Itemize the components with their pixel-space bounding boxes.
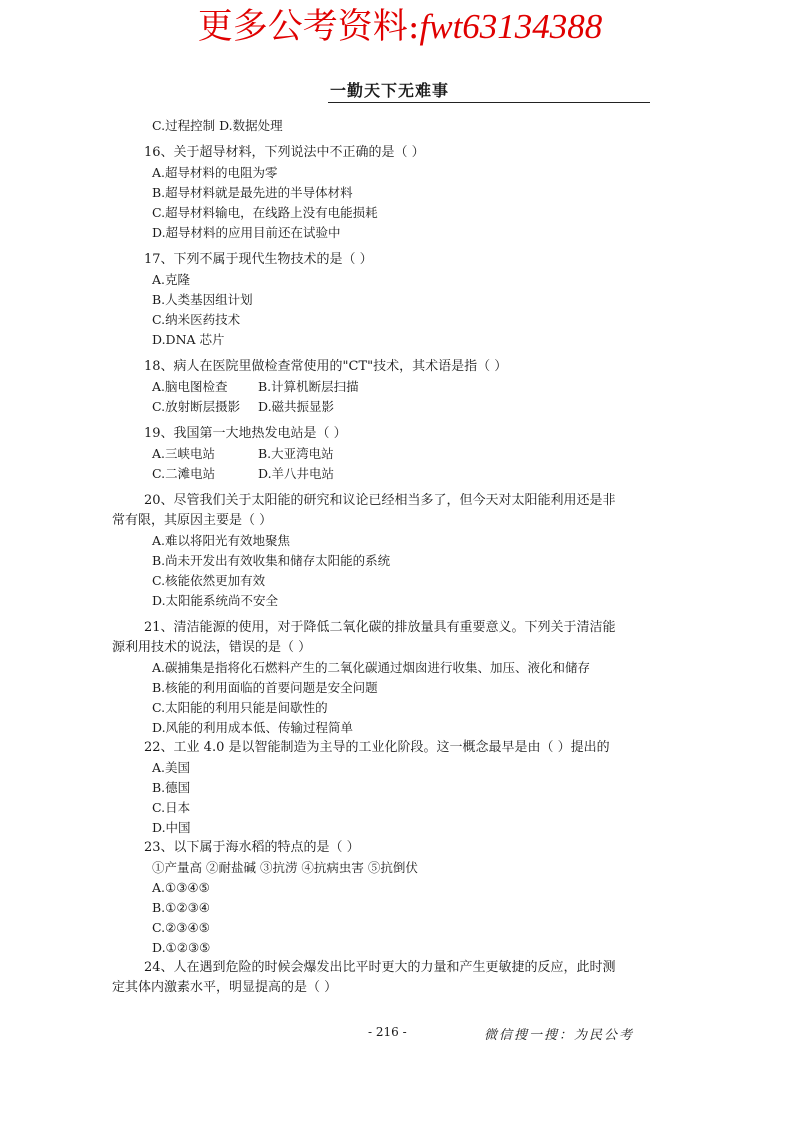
question-continuation: 常有限，其原因主要是（ ） <box>112 513 273 528</box>
option-text: B.尚未开发出有效收集和储存太阳能的系统 <box>152 553 391 568</box>
spacer <box>112 484 672 491</box>
option-text: A.美国 <box>152 760 191 775</box>
spacer <box>112 611 672 618</box>
option-text: D.磁共振显影 <box>258 399 335 414</box>
footer-slogan: 微信搜一搜：为民公考 <box>484 1028 635 1043</box>
question-text: 20、尽管我们关于太阳能的研究和议论已经相当多了，但今天对太阳能利用还是非 <box>144 493 616 508</box>
option-text: C.日本 <box>152 800 191 815</box>
option-text: D.风能的利用成本低、传输过程简单 <box>152 720 354 735</box>
option-row <box>152 444 672 464</box>
question-text: 24、人在遇到危险的时候会爆发出比平时更大的力量和产生更敏捷的反应，此时测 <box>144 960 616 975</box>
option-text: C.②③④⑤ <box>152 920 210 935</box>
question-continuation: 定其体内激素水平，明显提高的是（ ） <box>112 980 338 995</box>
option-text: D.中国 <box>152 820 191 835</box>
watermark-prefix: 更多公考资料: <box>197 7 420 47</box>
option-text: B.大亚湾电站 <box>258 446 334 461</box>
header-divider <box>328 102 650 103</box>
spacer <box>112 350 672 357</box>
question-text: 18、病人在医院里做检查常使用的"CT"技术，其术语是指（ ） <box>144 359 508 374</box>
option-text: D.羊八井电站 <box>258 466 335 481</box>
watermark-id: fwt63134388 <box>419 7 603 46</box>
option-text: A.克隆 <box>152 272 191 287</box>
option-text: ①产量高 ②耐盐碱 ③抗涝 ④抗病虫害 ⑤抗倒伏 <box>152 860 418 875</box>
option-text: C.放射断层摄影 <box>152 399 241 414</box>
question-text: 22、工业 4.0 是以智能制造为主导的工业化阶段。这一概念最早是由（ ）提出的 <box>144 740 610 755</box>
option-text: C.二滩电站 <box>152 466 216 481</box>
option-text: C.纳米医药技术 <box>152 312 241 327</box>
option-text: B.①②③④ <box>152 900 210 915</box>
option-text: B.超导材料就是最先进的半导体材料 <box>152 185 353 200</box>
option-text: C.过程控制 D.数据处理 <box>152 118 283 133</box>
option-text: B.计算机断层扫描 <box>258 379 359 394</box>
option-text: C.太阳能的利用只能是间歇性的 <box>152 700 328 715</box>
spacer <box>112 417 672 424</box>
option-text: A.三峡电站 <box>152 446 216 461</box>
option-text: A.脑电图检查 <box>152 379 228 394</box>
option-text: A.碳捕集是指将化石燃料产生的二氧化碳通过烟囱进行收集、加压、液化和储存 <box>152 660 591 675</box>
option-text: B.核能的利用面临的首要问题是安全问题 <box>152 680 378 695</box>
question-continuation: 源利用技术的说法，错误的是（ ） <box>112 640 312 655</box>
option-text: A.超导材料的电阻为零 <box>152 165 278 180</box>
option-row <box>152 397 672 417</box>
question-text: 16、关于超导材料，下列说法中不正确的是（ ） <box>144 145 425 160</box>
option-text: B.人类基因组计划 <box>152 292 253 307</box>
question-text: 17、下列不属于现代生物技术的是（ ） <box>144 252 373 267</box>
option-text: D.DNA 芯片 <box>152 332 225 347</box>
option-text: B.德国 <box>152 780 191 795</box>
option-row <box>152 377 672 397</box>
question-text: 21、清洁能源的使用，对于降低二氧化碳的排放量具有重要意义。下列关于清洁能 <box>144 620 616 635</box>
option-text: C.超导材料输电，在线路上没有电能损耗 <box>152 205 378 220</box>
page-number: - 216 - <box>368 1025 407 1039</box>
spacer <box>112 243 672 250</box>
option-text: A.难以将阳光有效地聚焦 <box>152 533 291 548</box>
page-header-title: 一勤天下无难事 <box>330 81 450 100</box>
option-text: D.①②③⑤ <box>152 940 211 955</box>
question-text: 19、我国第一大地热发电站是（ ） <box>144 426 347 441</box>
option-text: D.太阳能系统尚不安全 <box>152 593 279 608</box>
option-text: A.①③④⑤ <box>152 880 210 895</box>
question-content <box>112 116 672 998</box>
spacer <box>112 136 672 143</box>
option-row <box>152 464 672 484</box>
question-text: 23、以下属于海水稻的特点的是（ ） <box>144 840 360 855</box>
option-text: D.超导材料的应用目前还在试验中 <box>152 225 341 240</box>
option-text: C.核能依然更加有效 <box>152 573 266 588</box>
watermark-text <box>0 4 800 50</box>
